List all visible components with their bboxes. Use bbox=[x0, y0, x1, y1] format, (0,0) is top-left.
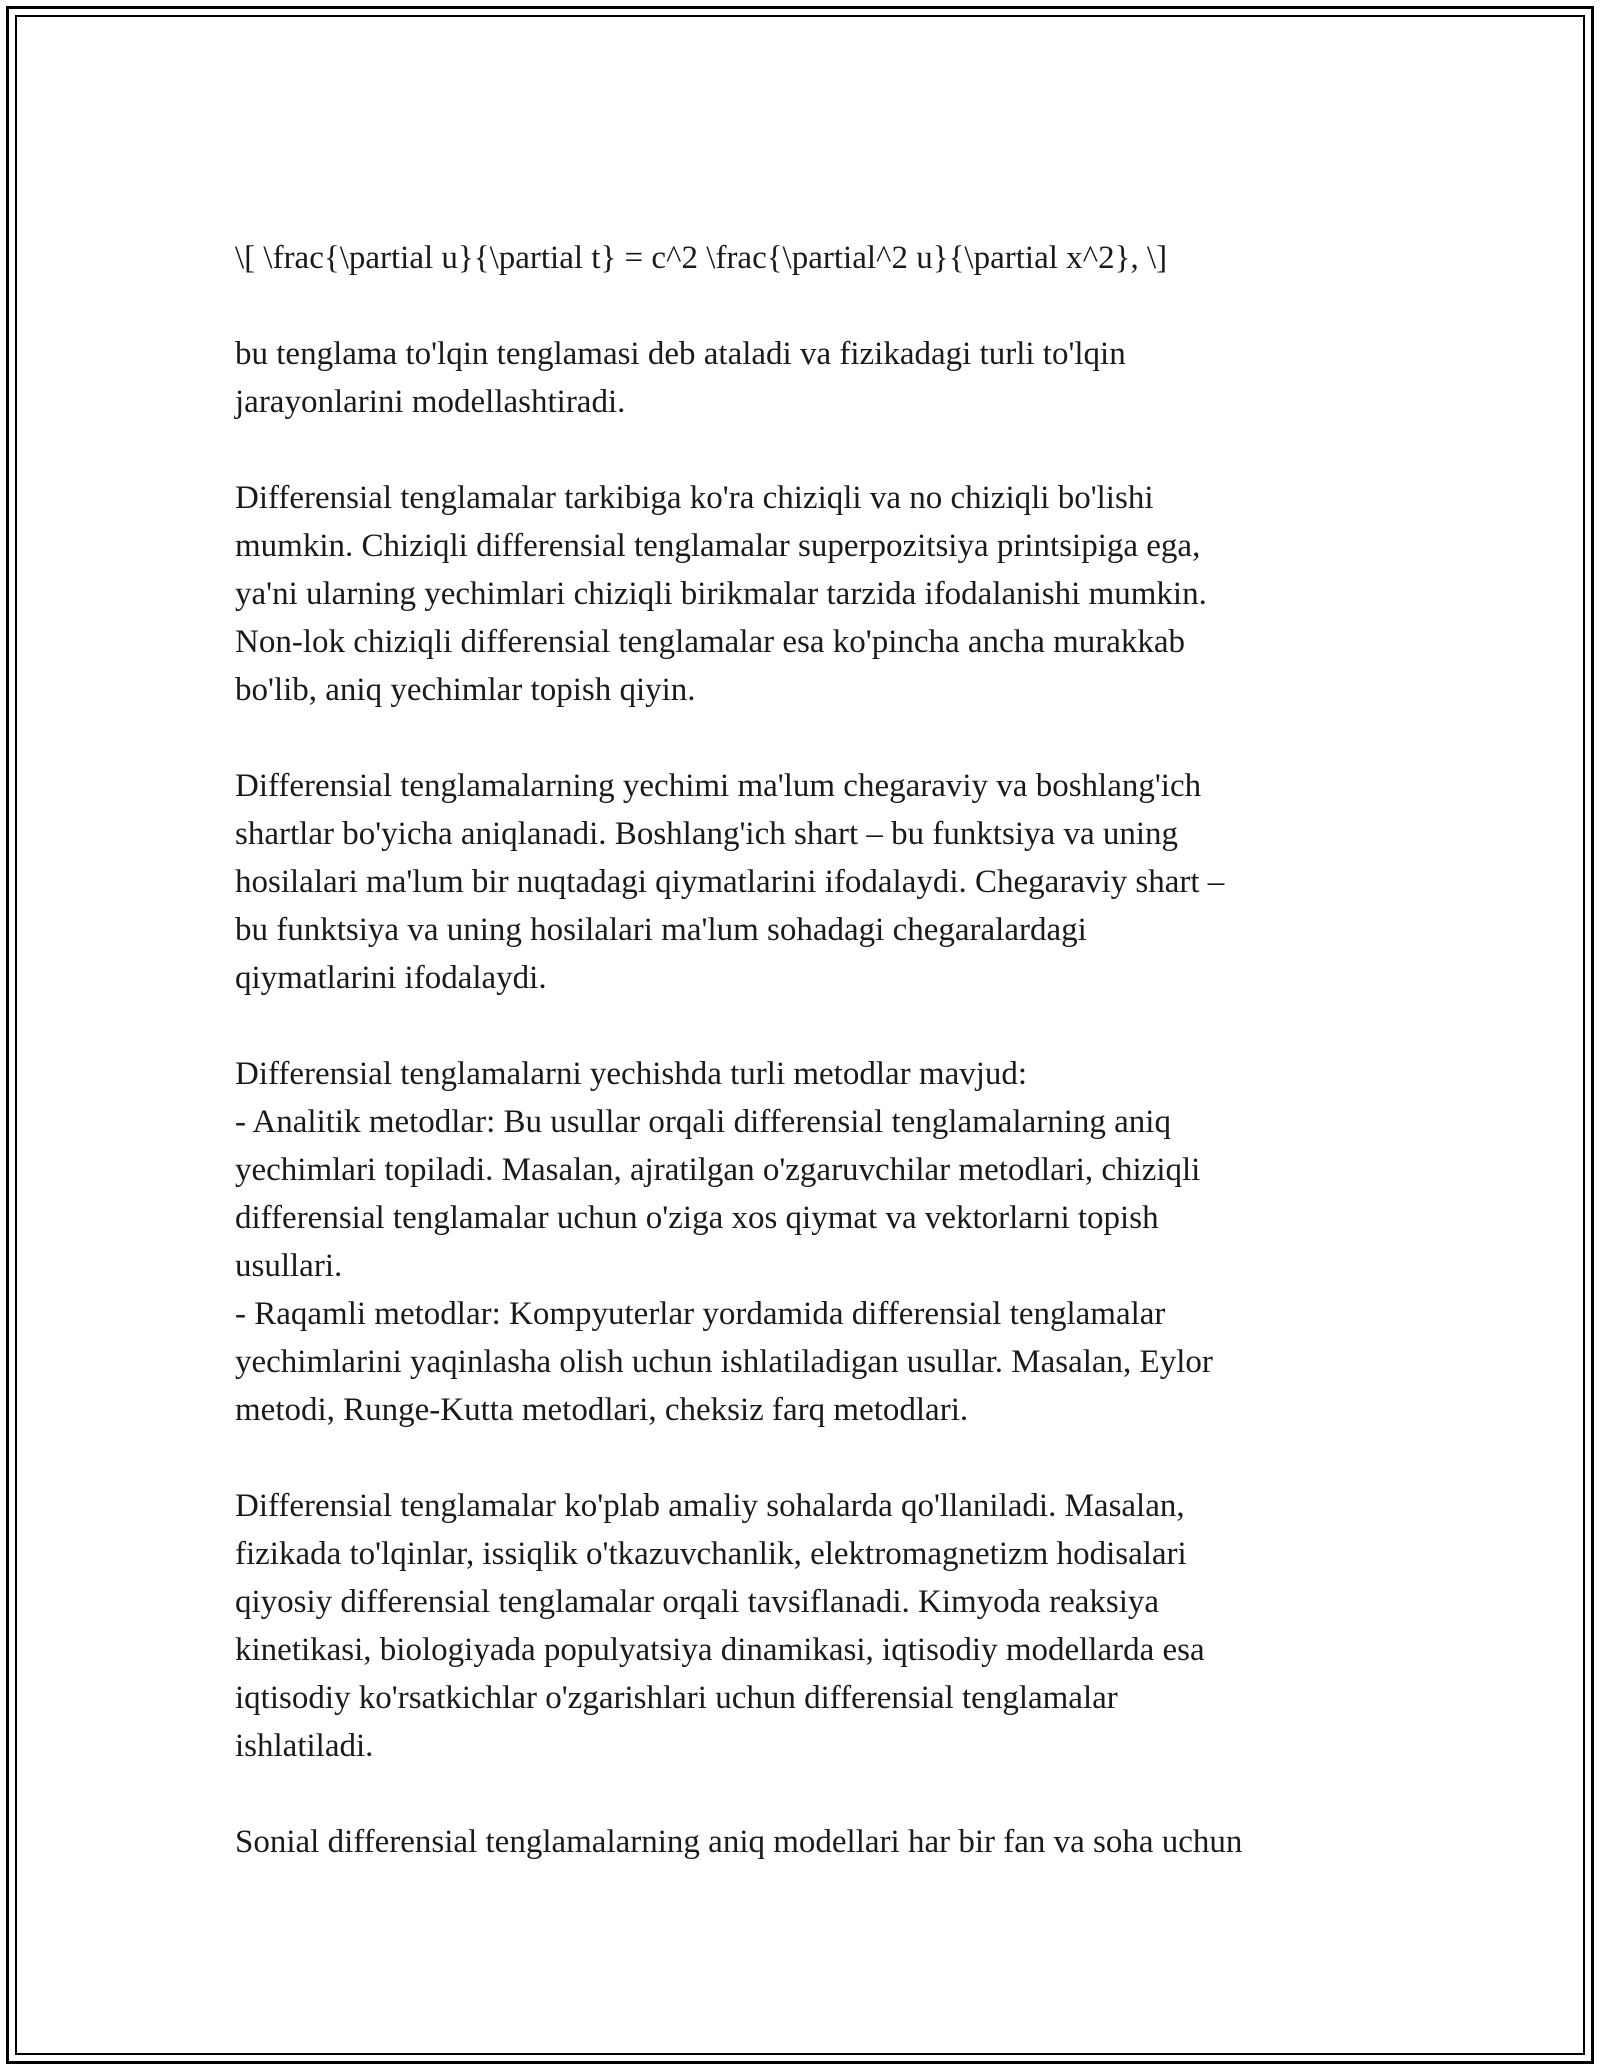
text-line: qiyosiy differensial tenglamalar orqali tavsiflanadi. Kimyoda reaksiya bbox=[235, 1584, 1160, 1620]
text-line: metodi, Runge-Kutta metodlari, cheksiz farq metodlari. bbox=[235, 1392, 969, 1428]
text-line: yechimlarini yaqinlasha olish uchun ishlatiladigan usullar. Masalan, Eylor bbox=[235, 1344, 1213, 1380]
text-line: bu tenglama to'lqin tenglamasi deb ataladi va fizikadagi turli to'lqin bbox=[235, 336, 1126, 372]
text-line: Differensial tenglamalarning yechimi ma'lum chegaraviy va boshlang'ich bbox=[235, 768, 1202, 804]
text-paragraph bbox=[235, 1050, 1365, 1434]
text-line: bo'lib, aniq yechimlar topish qiyin. bbox=[235, 672, 696, 708]
text-line: jarayonlarini modellashtiradi. bbox=[235, 384, 626, 420]
text-paragraph bbox=[235, 330, 1365, 426]
text-line: Differensial tenglamalar tarkibiga ko'ra chiziqli va no chiziqli bo'lishi bbox=[235, 480, 1154, 516]
text-line: \[ \frac{\partial u}{\partial t} = c^2 \frac{\partial^2 u}{\partial x^2}, \] bbox=[235, 240, 1168, 276]
text-line: - Raqamli metodlar: Kompyuterlar yordamida differensial tenglamalar bbox=[235, 1296, 1166, 1332]
text-line: mumkin. Chiziqli differensial tenglamalar superpozitsiya printsipiga ega, bbox=[235, 528, 1201, 564]
text-line: - Analitik metodlar: Bu usullar orqali differensial tenglamalarning aniq bbox=[235, 1104, 1171, 1140]
text-line: yechimlari topiladi. Masalan, ajratilgan o'zgaruvchilar metodlari, chiziqli bbox=[235, 1152, 1201, 1188]
text-line: kinetikasi, biologiyada populyatsiya dinamikasi, iqtisodiy modellarda esa bbox=[235, 1632, 1205, 1668]
text-line: usullari. bbox=[235, 1248, 343, 1284]
text-line: qiymatlarini ifodalaydi. bbox=[235, 960, 547, 996]
text-line: ishlatiladi. bbox=[235, 1728, 374, 1764]
text-line: fizikada to'lqinlar, issiqlik o'tkazuvchanlik, elektromagnetizm hodisalari bbox=[235, 1536, 1187, 1572]
text-line: Differensial tenglamalarni yechishda turli metodlar mavjud: bbox=[235, 1056, 1028, 1092]
text-paragraph bbox=[235, 762, 1365, 1002]
text-paragraph bbox=[235, 1482, 1365, 1770]
text-line: Differensial tenglamalar ko'plab amaliy sohalarda qo'llaniladi. Masalan, bbox=[235, 1488, 1185, 1524]
text-line: hosilalari ma'lum bir nuqtadagi qiymatlarini ifodalaydi. Chegaraviy shart – bbox=[235, 864, 1225, 900]
equation-text bbox=[235, 234, 1365, 282]
text-paragraph bbox=[235, 1818, 1365, 1866]
text-line: differensial tenglamalar uchun o'ziga xos qiymat va vektorlarni topish bbox=[235, 1200, 1159, 1236]
text-line: Non-lok chiziqli differensial tenglamalar esa ko'pincha ancha murakkab bbox=[235, 624, 1186, 660]
text-line: ya'ni ularning yechimlari chiziqli birikmalar tarzida ifodalanishi mumkin. bbox=[235, 576, 1207, 612]
text-line: iqtisodiy ko'rsatkichlar o'zgarishlari uchun differensial tenglamalar bbox=[235, 1680, 1118, 1716]
document-body bbox=[235, 234, 1365, 1914]
text-paragraph bbox=[235, 474, 1365, 714]
text-line: shartlar bo'yicha aniqlanadi. Boshlang'ich shart – bu funktsiya va uning bbox=[235, 816, 1179, 852]
text-line: Sonial differensial tenglamalarning aniq modellari har bir fan va soha uchun bbox=[235, 1824, 1243, 1860]
text-line: bu funktsiya va uning hosilalari ma'lum sohadagi chegaralardagi bbox=[235, 912, 1087, 948]
